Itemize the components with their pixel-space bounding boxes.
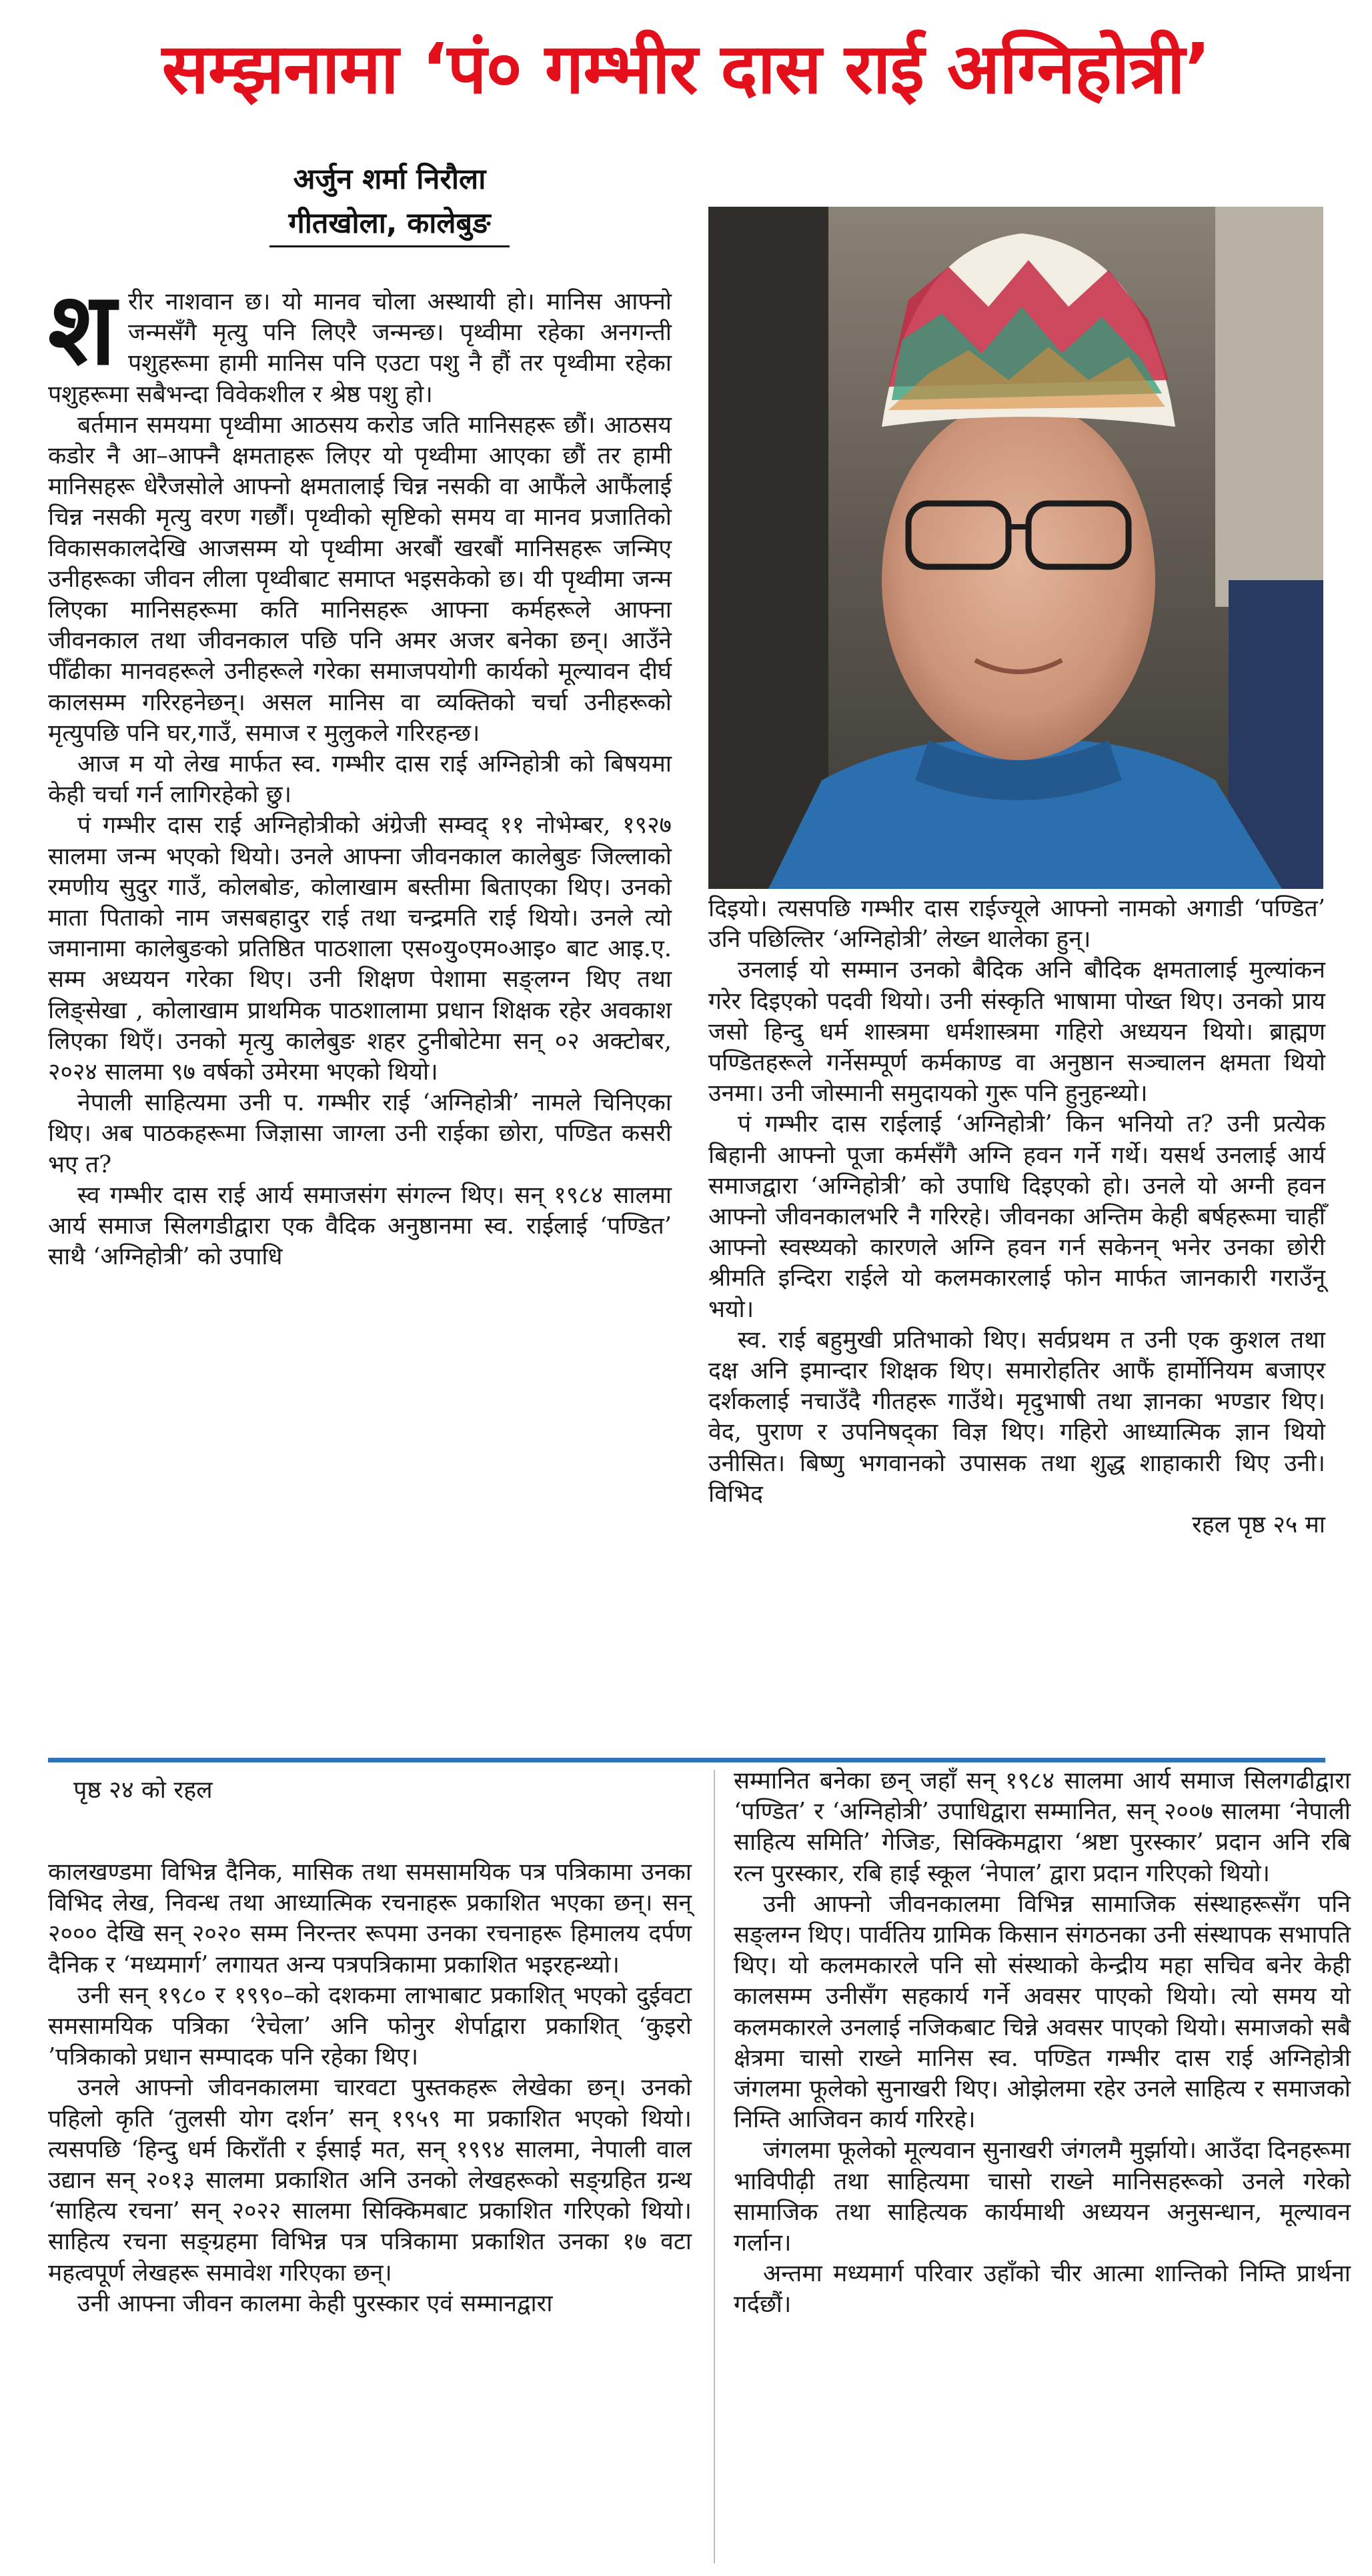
section-divider: [48, 1758, 1325, 1762]
paragraph: अन्तमा मध्यमार्ग परिवार उहाँको चीर आत्मा शान्तिको निम्ति प्रार्थना गर्दछौं।: [734, 2260, 1351, 2319]
column-1: [48, 271, 672, 1273]
paragraph: उनी आफ्ना जीवन कालमा केही पुरस्कार एवं सम्मानद्वारा: [77, 2289, 553, 2317]
paragraph: रीर नाशवान छ। यो मानव चोला अस्थायी हो। मानिस आफ्नो जन्मसँगै मृत्यु पनि लिएरै जन्मन्छ। पृथ्वीमा रहेका अनगन्ती पशुहरूमा हामी मानिस पनि एउटा पशु नै हौं तर पृथ्वीमा रहेका पशुहरूमा सबैभन्दा विवेकशील र श्रेष्ठ पशु हो।: [48, 288, 672, 408]
paragraph: नेपाली साहित्यमा उनी प. गम्भीर राई ‘अग्निहोत्री’ नामले चिनिएका थिए। अब पाठकहरूमा जिज्ञासा जाग्ला उनी राईका छोरा, पण्डित कसरी भए त?: [48, 1089, 672, 1178]
byline: [269, 157, 510, 247]
paragraph: स्व गम्भीर दास राई आर्य समाजसंग संगल्न थिए। सन् १९८४ सालमा आर्य समाज सिलगडीद्वारा एक वैदिक अनुष्ठानमा स्व. राईलाई ‘पण्डित’ साथै ‘अग्निहोत्री’ को उपाधि: [48, 1181, 672, 1271]
article-title: सम्झनामा ‘पं० गम्भीर दास राई अग्निहोत्री’: [161, 28, 1211, 109]
paragraph: कालखण्डमा विभिन्न दैनिक, मासिक तथा समसामयिक पत्र पत्रिकामा उनका विभिद लेख, निवन्ध तथा आध्यात्मिक रचनाहरू प्रकाशित भएका छन्। सन् २००० देखि सन् २०२० सम्म निरन्तर रूपमा उनका रचनाहरू हिमालय दर्पण दैनिक र ‘मध्यमार्ग’ लगायत अन्य पत्रपत्रिकामा प्रकाशित भइरहन्थ्यो।: [48, 1858, 692, 1979]
paragraph: पं गम्भीर दास राईलाई ‘अग्निहोत्री’ किन भनियो त? उनी प्रत्येक बिहानी आफ्नो पूजा कर्मसँगै अग्नि हवन गर्ने गर्थे। यसर्थ उनलाई आर्य समाजद्वारा ‘अग्निहोत्री’ को उपाधि दिइएको हो। उनले यो अग्नी हवन आफ्नो जीवनकालभरि नै गरिरहे। जीवनका अन्तिम केही बर्षहरूमा चाहीँ आफ्नो स्वस्थ्यको कारणले अग्नि हवन गर्न सकेनन् भनेर उनका छोरी श्रीमति इन्दिरा राईले यो कलमकारलाई फोन मार्फत जानकारी गराउँनू भयो।: [708, 1110, 1325, 1323]
paragraph: उनी आफ्नो जीवनकालमा विभिन्न सामाजिक संस्थाहरूसँग पनि सङ्लग्न थिए। पार्वतिय ग्रामिक किसान संगठनका उनी संस्थापक सभापति थिए। यो कलमकारले पनि सो संस्थाको केन्द्रीय महा सचिव बनेर केही कालसम्म उनीसँग सहकार्य गर्ने अवसर पाएको थियो। त्यो समय यो कलमकारले उनलाई नजिकबाट चिन्ने अवसर पाएको थियो। समाजको सबै क्षेत्रमा चासो राख्ने मानिस स्व. पण्डित गम्भीर दास राई अग्निहोत्री जंगलमा फूलेको सुनाखरी थिए। ओझेलमा रहेर उनले साहित्य र समाजको निम्ति आजिवन कार्य गरिरहे।: [734, 1890, 1351, 2134]
paragraph: दिइयो। त्यसपछि गम्भीर दास राईज्यूले आफ्नो नामको अगाडी ‘पण्डित’ उनि पछिल्तिर ‘अग्निहोत्री’ लेख्न थालेका हुन्।: [708, 895, 1325, 954]
paragraph: बर्तमान समयमा पृथ्वीमा आठसय करोड जति मानिसहरू छौं। आठसय कडोर नै आ–आफ्नै क्षमताहरू लिएर यो पृथ्वीमा आएका छौं तर हामी मानिसहरू धेरैजसोले आफ्नो क्षमतालाई चिन्न नसकी वा आफैंले आफैंलाई चिन्न नसकी मृत्यु वरण गर्छौं। पृथ्वीको सृष्टिको समय वा मानव प्रजातिको विकासकालदेखि आजसम्म यो पृथ्वीमा अरबौं खरबौं मानिसहरू जन्मिए उनीहरूका जीवन लीला पृथ्वीबाट समाप्त भइसकेको छ। यी पृथ्वीमा जन्म लिएका मानिसहरूमा कति मानिसहरू आफ्ना कर्महरूले आफ्ना जीवनकाल तथा जीवनकाल पछि पनि अमर अजर बनेका छन्। आउँने पीँढीका मानवहरूले उनीहरूले गरेका समाजपयोगी कार्यको मूल्यावन दीर्घ कालसम्म गरिरहनेछन्। असल मानिस वा व्यक्तिको चर्चा उनीहरूको मृत्युपछि पनि घर,गाउँ, समाज र मुलुकले गरिरहन्छ।: [48, 411, 672, 747]
paragraph: उनी सन् १९८० र १९९०–को दशकमा लाभाबाट प्रकाशित् भएको दुईवटा समसामयिक पत्रिका ‘रेचेला’ अनि फोनुर शेर्पाद्वारा प्रकाशित् ‘कुइरो ’पत्रिकाको प्रधान सम्पादक पनि रहेका थिए।: [48, 1981, 692, 2071]
continuation-header: पृष्ठ २४ को रहल: [73, 1776, 213, 1804]
column-3: [48, 1857, 692, 2319]
paragraph: पं गम्भीर दास राई अग्निहोत्रीको अंग्रेजी सम्वद् ११ नोभेम्बर, १९२७ सालमा जन्म भएको थियो। उनले आफ्ना जीवनकाल कालेबुङ जिल्लाको रमणीय सुदुर गाउँ, कोलबोङ, कोलाखाम बस्तीमा बिताएका थिए। उनको माता पिताको नाम जसबहादुर राई तथा चन्द्रमति राई थियो। उनले त्यो जमानामा कालेबुङको प्रतिष्ठित पाठशाला एस०यु०एम०आइ० बाट आइ.ए. सम्म अध्ययन गरेका थिए। उनी शिक्षण पेशामा सङ्लग्न थिए तथा लिङ्सेखा , कोलाखाम प्राथमिक पाठशालामा प्रधान शिक्षक रहेर अवकाश लिएका थिएँ। उनको मृत्यु कालेबुङ शहर टुनीबोटेमा सन् ०२ अक्टोबर, २०२४ सालमा ९७ वर्षको उमेरमा भएको थियो।: [48, 812, 672, 1086]
column-separator: [714, 1770, 715, 2563]
paragraph: सम्मानित बनेका छन् जहाँ सन् १९८४ सालमा आर्य समाज सिलगढीद्वारा ‘पण्डित’ र ‘अग्निहोत्री’ उपाधिद्वारा सम्मानित, सन् २००७ सालमा ‘नेपाली साहित्य समिति’ गेजिङ, सिक्किमद्वारा ‘श्रष्टा पुरस्कार’ प्रदान अनि रबि रत्न पुरस्कार, रबि हाई स्कूल ‘नेपाल’ द्वारा प्रदान गरिएको थियो।: [734, 1767, 1351, 1887]
paragraph: स्व. राई बहुमुखी प्रतिभाको थिए। सर्वप्रथम त उनी एक कुशल तथा दक्ष अनि इमान्दार शिक्षक थिए। समारोहतिर आफैं हार्मोनियम बजाएर दर्शकलाई नचाउँदै गीतहरू गाउँथे। मृदुभाषी तथा ज्ञानका भण्डार थिए। वेद, पुराण र उपनिषद्का विज्ञ थिए। गहिरो आध्यात्मिक ज्ञान थियो उनीसित। बिष्णु भगवानको उपासक तथा शुद्ध शाहाकारी थिए उनी। विभिद: [708, 1326, 1325, 1508]
paragraph: जंगलमा फूलेको मूल्यवान सुनाखरी जंगलमै मुर्झायो। आउँदा दिनहरूमा भाविपीढ़ी तथा साहित्यमा चासो राख्ने मानिसहरूको उनले गरेको सामाजिक तथा साहित्यक कार्यमाथी अध्ययन अनुसन्धान, मूल्यावन गर्लान।: [734, 2137, 1351, 2257]
drop-cap: श: [48, 271, 117, 387]
column-2: [708, 894, 1325, 1540]
paragraph: उनले आफ्नो जीवनकालमा चारवटा पुस्तकहरू लेखेका छन्। उनको पहिलो कृति ‘तुलसी योग दर्शन’ सन् १९५९ मा प्रकाशित भएको थियो। त्यसपछि ‘हिन्दु धर्म किराँती र ईसाई मत, सन् १९९४ सालमा, नेपाली वाल उद्यान सन् २०१३ सालमा प्रकाशित अनि उनको लेखहरूको सङ्ग्रहित ग्रन्थ ‘साहित्य रचना’ सन् २०२२ सालमा सिक्किमबाट प्रकाशित गरिएको थियो। साहित्य रचना सङ्ग्रहमा विभिन्न पत्र पत्रिकामा प्रकाशित उनका १७ वटा महत्वपूर्ण लेखहरू समावेश गरिएका छन्।: [48, 2074, 692, 2287]
paragraph: उनलाई यो सम्मान उनको बैदिक अनि बौदिक क्षमतालाई मुल्यांकन गरेर दिइएको पदवी थियो। उनी संस्कृति भाषामा पोख्त थिए। उनको प्राय जसो हिन्दु धर्म शास्त्रमा धर्मशास्त्रमा गहिरो अध्ययन थियो। ब्राह्मण पण्डितहरूले गर्नेसम्पूर्ण कर्मकाण्ड वा अनुष्ठान सञ्चालन क्षमता थियो उनमा। उनी जोस्मानी समुदायको गुरू पनि हुनुहन्थ्यो।: [708, 956, 1325, 1108]
author-name: अर्जुन शर्मा निरौला: [293, 163, 486, 196]
column-4: [734, 1766, 1351, 2321]
paragraph: आज म यो लेख मार्फत स्व. गम्भीर दास राई अग्निहोत्री को बिषयमा केही चर्चा गर्न लागिरहेको छु।: [48, 750, 672, 809]
author-place: गीतखोला, कालेबुङ: [269, 201, 510, 247]
continued-note: रहल पृष्ठ २५ मा: [1192, 1511, 1325, 1539]
portrait-photo: [708, 207, 1323, 889]
